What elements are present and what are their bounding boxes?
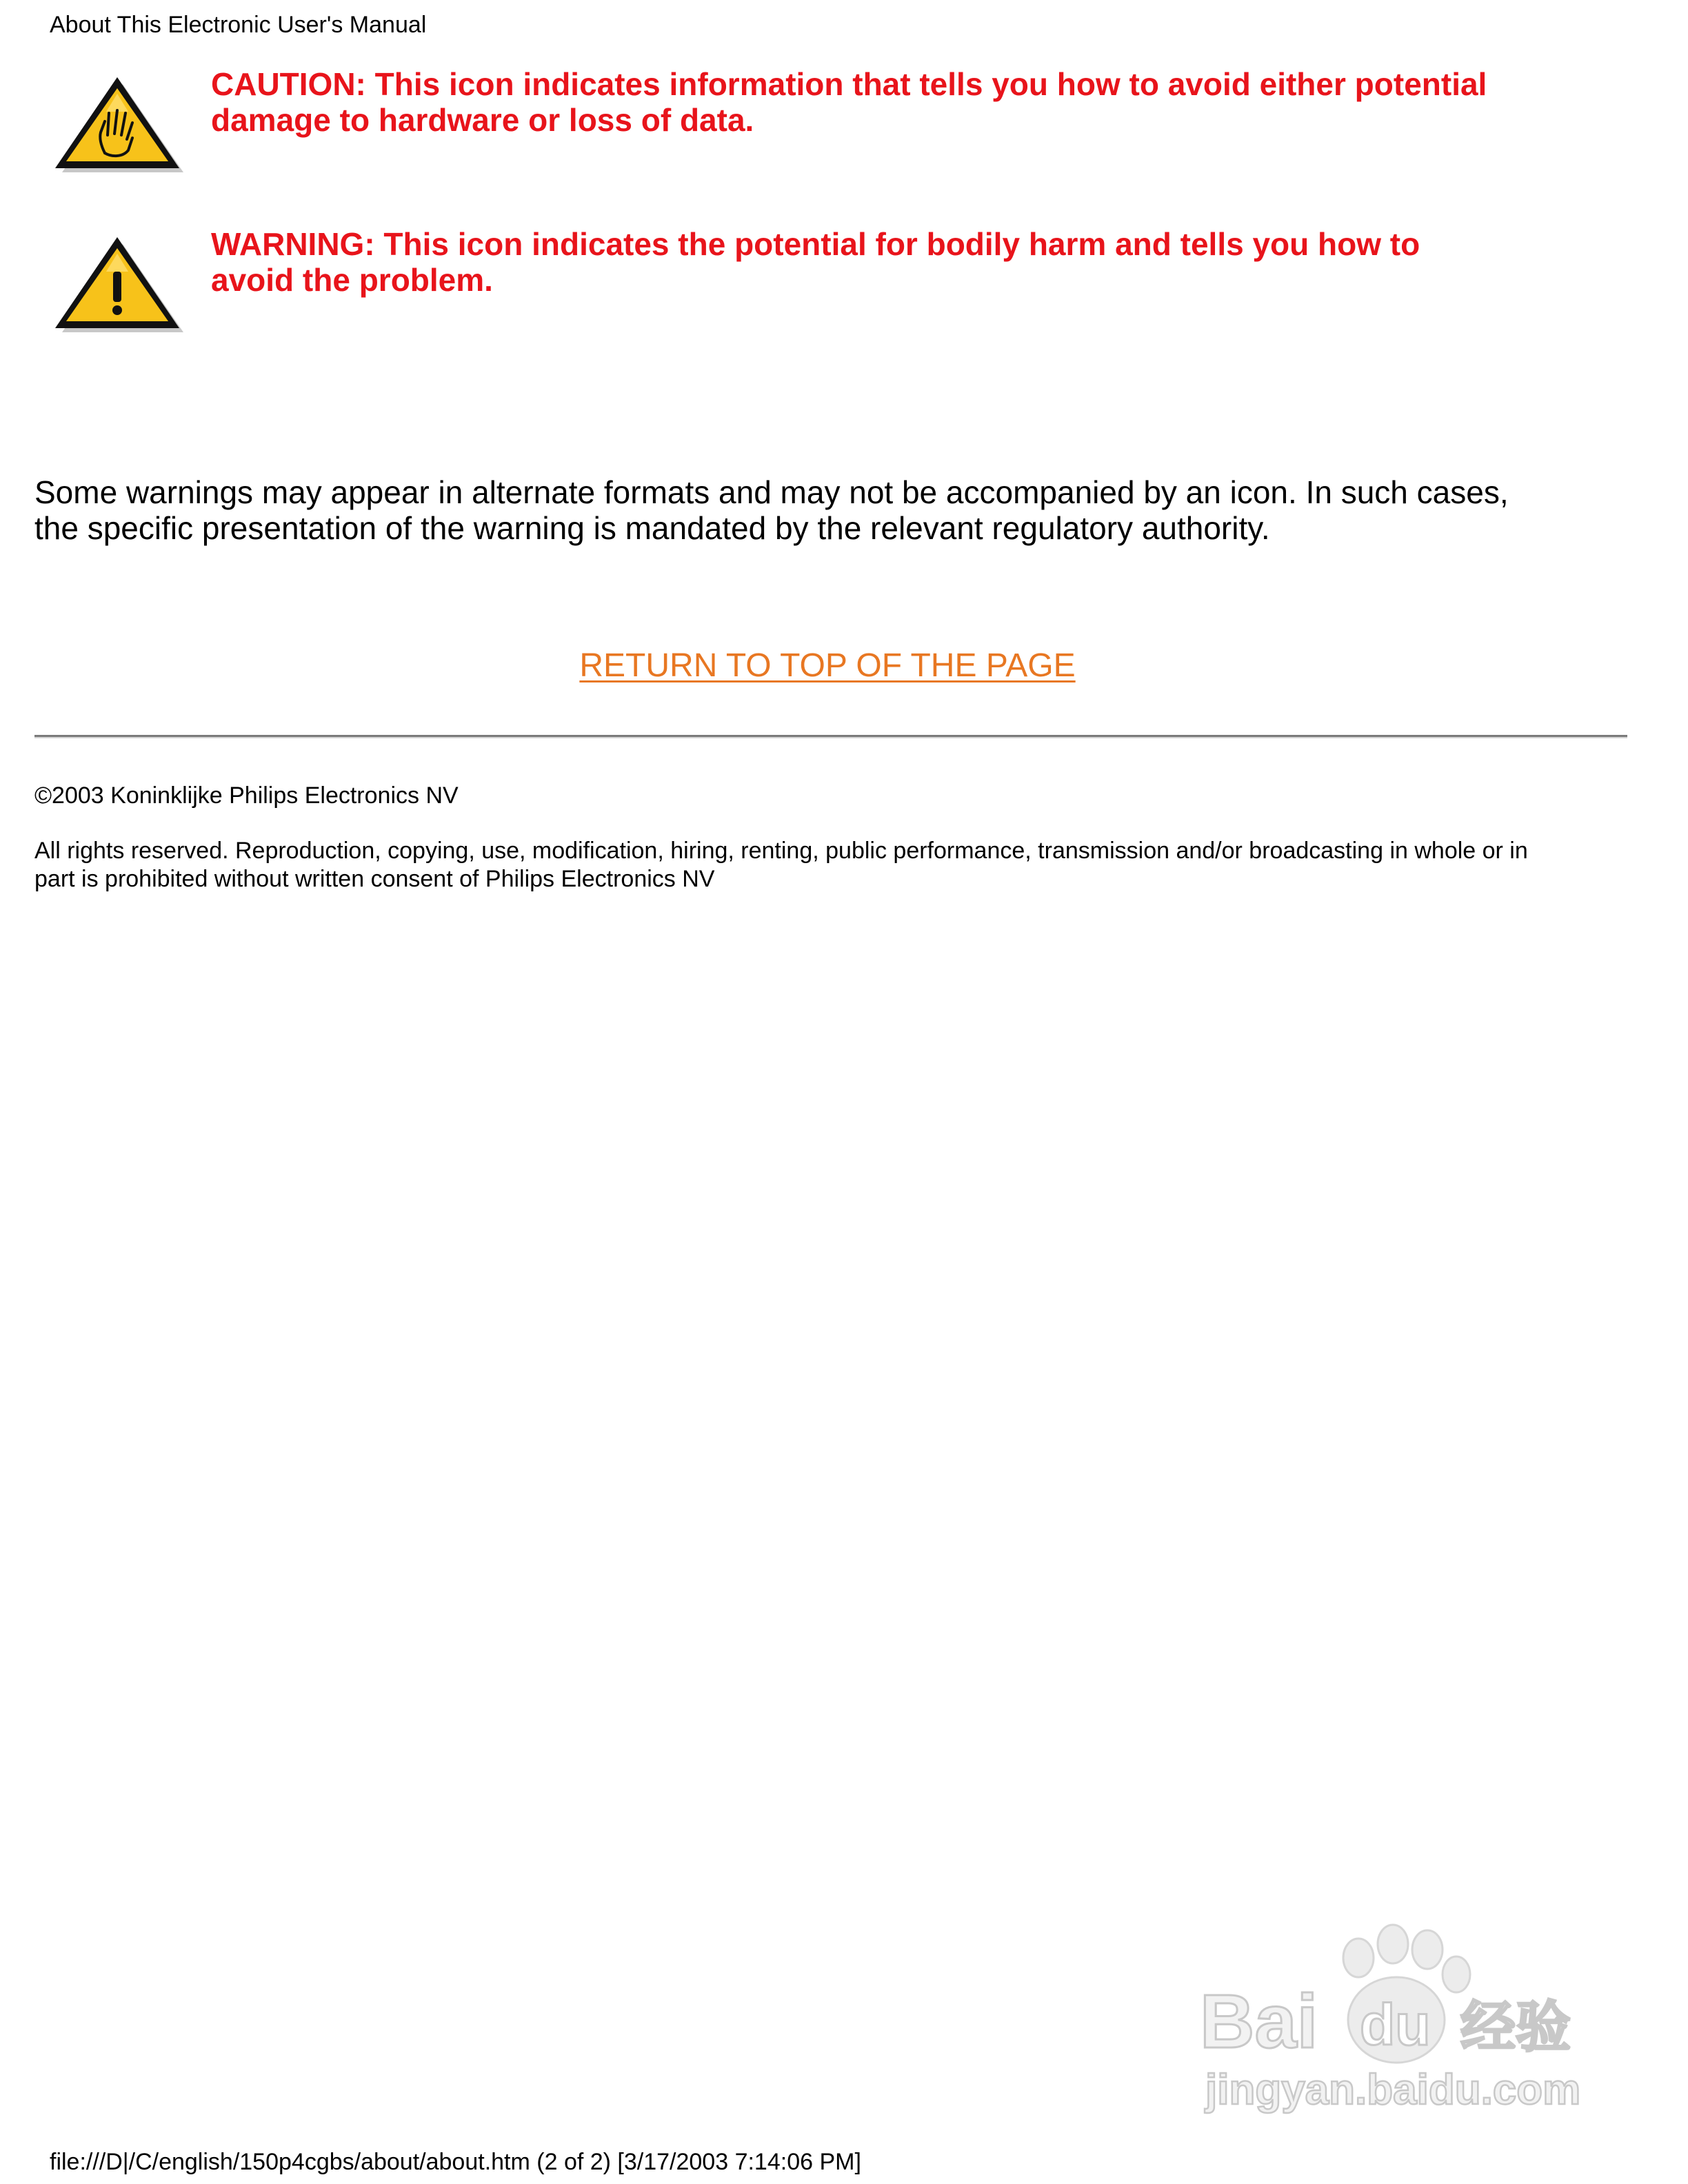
watermark-cn: 经验 bbox=[1460, 1995, 1571, 2059]
watermark-brand: Bai bbox=[1200, 1979, 1318, 2064]
return-to-top-container bbox=[0, 647, 1655, 685]
file-path-footer: file:///D|/C/english/150p4cgbs/about/about.htm (2 of 2) [3/17/2003 7:14:06 PM] bbox=[50, 2149, 861, 2175]
warning-notice-text bbox=[211, 226, 1604, 298]
rights-line-1: All rights reserved. Reproduction, copying, use, modification, hiring, renting, public performance, transmission and/or broadcasting in whole or in bbox=[34, 838, 1528, 864]
return-to-top-link[interactable]: RETURN TO TOP OF THE PAGE bbox=[579, 647, 1076, 684]
caution-notice-line-2: damage to hardware or loss of data. bbox=[211, 102, 754, 138]
page-header-title: About This Electronic User's Manual bbox=[50, 12, 427, 38]
horizontal-divider bbox=[34, 735, 1627, 738]
baidu-jingyan-watermark bbox=[1186, 1917, 1600, 2123]
paragraph-line-2: the specific presentation of the warning is mandated by the relevant regulatory authority. bbox=[34, 510, 1270, 546]
paragraph-line-1: Some warnings may appear in alternate formats and may not be accompanied by an icon. In such cases, bbox=[34, 474, 1509, 510]
caution-notice-line-1: CAUTION: This icon indicates information that tells you how to avoid either potential bbox=[211, 66, 1487, 102]
watermark-brand-box: du bbox=[1360, 1992, 1431, 2057]
copyright-notice: ©2003 Koninklijke Philips Electronics NV bbox=[34, 782, 459, 809]
caution-notice-text bbox=[211, 66, 1604, 138]
watermark-url: jingyan.baidu.com bbox=[1205, 2066, 1581, 2114]
alternate-formats-paragraph bbox=[34, 474, 1641, 546]
rights-reserved-text bbox=[34, 837, 1641, 893]
warning-notice-line-1: WARNING: This icon indicates the potential for bodily harm and tells you how to bbox=[211, 226, 1420, 262]
caution-hand-triangle-icon bbox=[46, 69, 190, 186]
warning-notice-line-2: avoid the problem. bbox=[211, 262, 493, 298]
warning-exclamation-triangle-icon bbox=[46, 229, 190, 346]
rights-line-2: part is prohibited without written consent of Philips Electronics NV bbox=[34, 866, 715, 892]
